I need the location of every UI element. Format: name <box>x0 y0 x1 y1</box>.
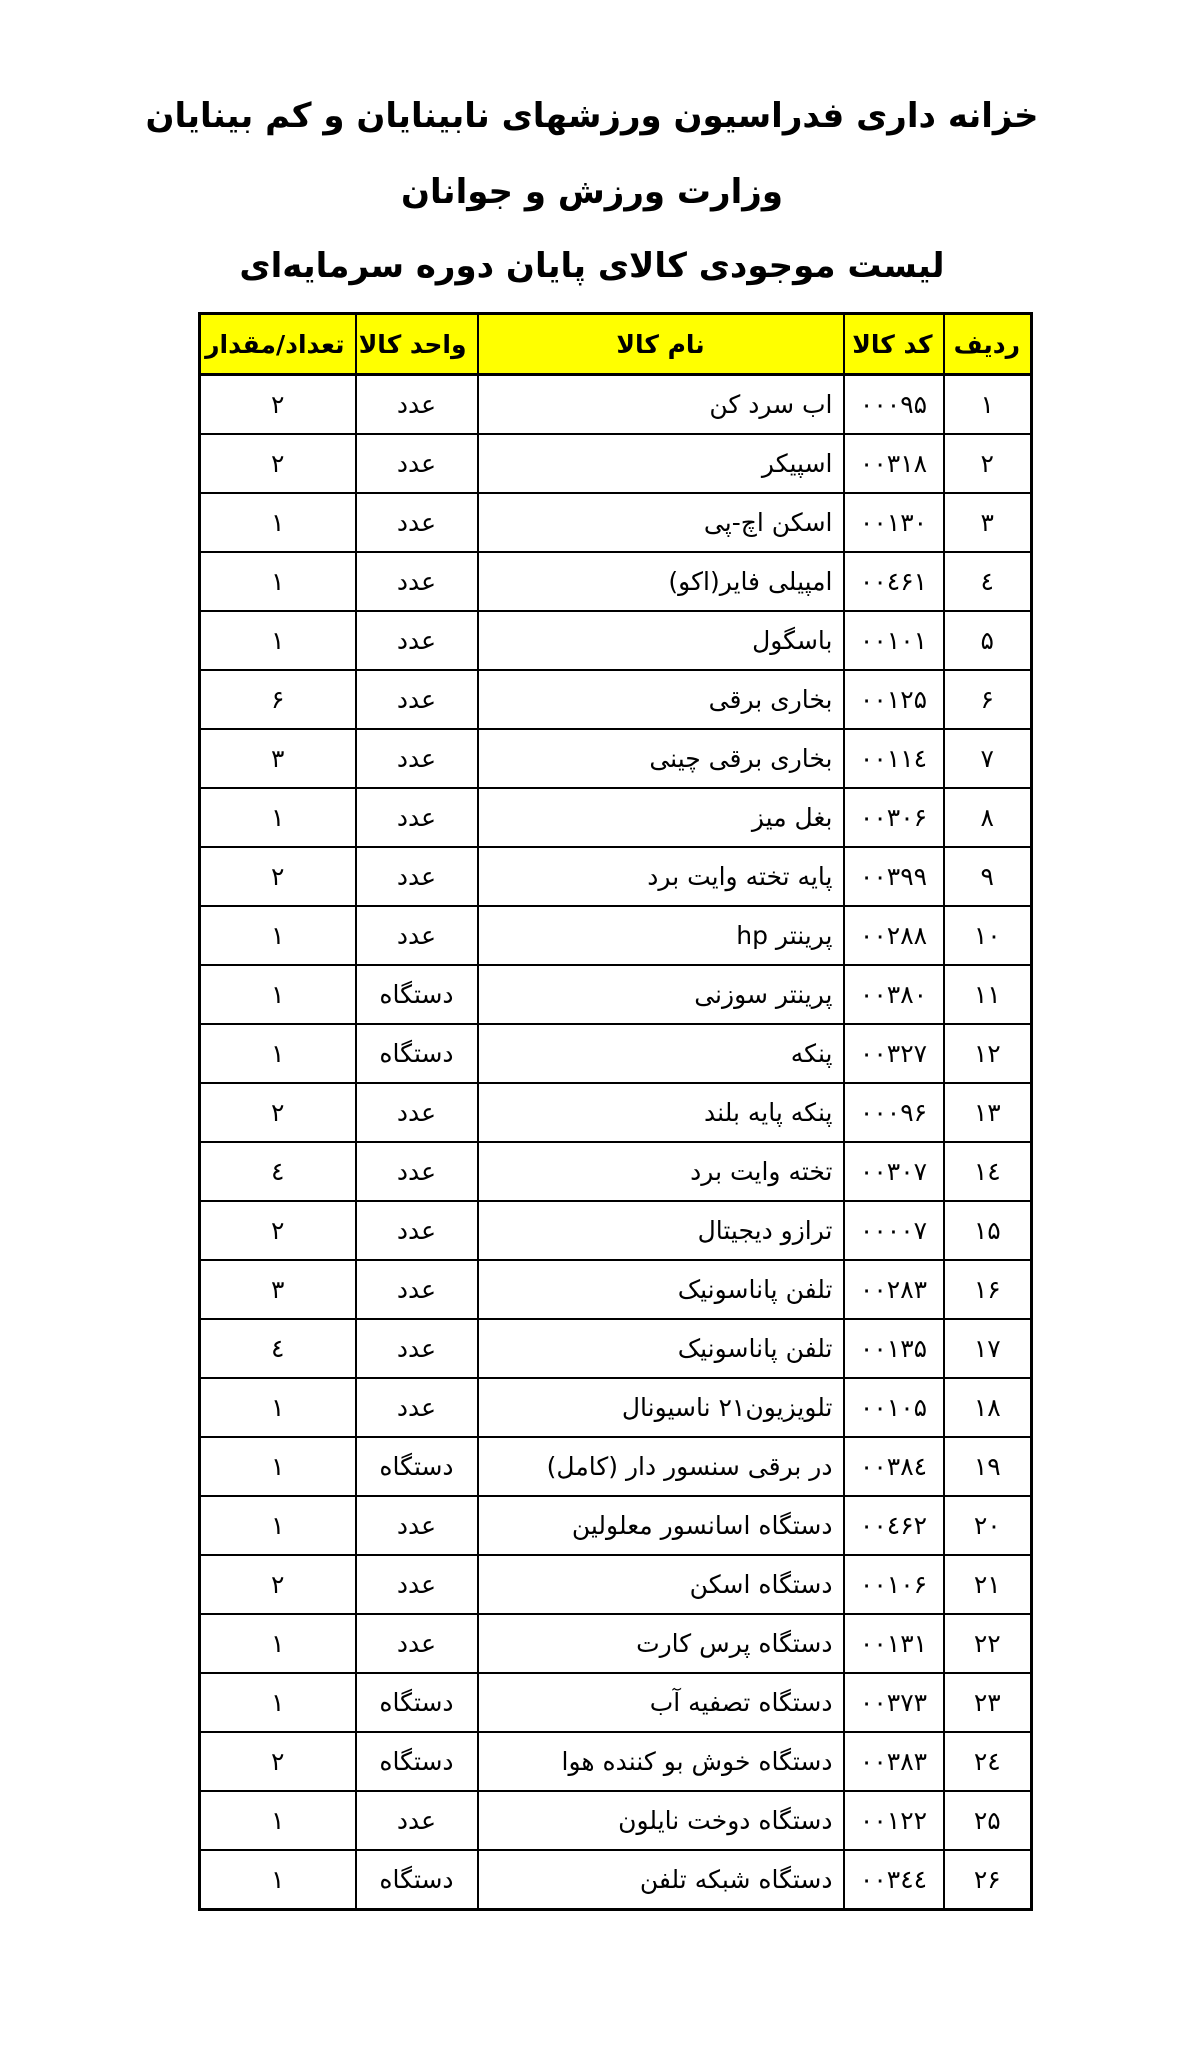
unit-cell: عدد <box>356 788 478 847</box>
row-number-cell: ۱۷ <box>944 1319 1032 1378</box>
unit-cell: عدد <box>356 1614 478 1673</box>
table-row <box>200 1614 1032 1673</box>
quantity-cell: ٤ <box>200 1319 356 1378</box>
item-code-cell: ۰۰۲۸۳ <box>844 1260 944 1319</box>
row-number-cell: ۲۰ <box>944 1496 1032 1555</box>
quantity-cell: ۲ <box>200 1083 356 1142</box>
item-code-cell: ۰۰٤۶۱ <box>844 552 944 611</box>
item-name-cell: تخته وایت برد <box>478 1142 844 1201</box>
table-row <box>200 1142 1032 1201</box>
item-code-cell: ۰۰۱۳۵ <box>844 1319 944 1378</box>
row-number-cell: ۱۳ <box>944 1083 1032 1142</box>
table-row <box>200 906 1032 965</box>
item-name-cell: پرینتر hp <box>478 906 844 965</box>
item-name-cell: تلفن پاناسونیک <box>478 1319 844 1378</box>
unit-cell: عدد <box>356 1083 478 1142</box>
item-code-cell: ۰۰۱۱٤ <box>844 729 944 788</box>
table-row <box>200 611 1032 670</box>
table-row <box>200 375 1032 435</box>
unit-cell: عدد <box>356 552 478 611</box>
table-row <box>200 1319 1032 1378</box>
quantity-cell: ۲ <box>200 375 356 435</box>
item-name-cell: پرینتر سوزنی <box>478 965 844 1024</box>
quantity-cell: ۱ <box>200 1850 356 1910</box>
item-name-cell: دستگاه پرس کارت <box>478 1614 844 1673</box>
row-number-cell: ۱۲ <box>944 1024 1032 1083</box>
unit-cell: عدد <box>356 434 478 493</box>
unit-cell: دستگاه <box>356 1437 478 1496</box>
list-title: لیست موجودی کالای پایان دوره سرمایه‌ای <box>239 246 945 286</box>
quantity-cell: ۱ <box>200 493 356 552</box>
item-code-cell: ۰۰۰۰۷ <box>844 1201 944 1260</box>
table-row <box>200 1555 1032 1614</box>
item-code-cell: ۰۰۳۰۶ <box>844 788 944 847</box>
item-name-cell: در برقی سنسور دار (کامل) <box>478 1437 844 1496</box>
row-number-cell: ۱۸ <box>944 1378 1032 1437</box>
quantity-cell: ۱ <box>200 1614 356 1673</box>
quantity-cell: ۱ <box>200 788 356 847</box>
unit-cell: عدد <box>356 1201 478 1260</box>
unit-cell: عدد <box>356 1496 478 1555</box>
item-code-cell: ۰۰۳۸۳ <box>844 1732 944 1791</box>
quantity-cell: ۱ <box>200 1437 356 1496</box>
item-code-cell: ۰۰۱۳۱ <box>844 1614 944 1673</box>
quantity-cell: ۱ <box>200 1024 356 1083</box>
item-code-cell: ۰۰۰۹۵ <box>844 375 944 435</box>
quantity-cell: ٤ <box>200 1142 356 1201</box>
row-number-cell: ۷ <box>944 729 1032 788</box>
unit-cell: عدد <box>356 1378 478 1437</box>
unit-cell: عدد <box>356 375 478 435</box>
row-number-cell: ۱۰ <box>944 906 1032 965</box>
quantity-cell: ۳ <box>200 1260 356 1319</box>
quantity-cell: ۲ <box>200 434 356 493</box>
table-row <box>200 847 1032 906</box>
row-number-cell: ۲ <box>944 434 1032 493</box>
item-name-cell: اب سرد کن <box>478 375 844 435</box>
item-code-cell: ۰۰۱۳۰ <box>844 493 944 552</box>
item-name-cell: پایه تخته وایت برد <box>478 847 844 906</box>
table-row <box>200 1850 1032 1910</box>
item-name-cell: اسکن اچ-پی <box>478 493 844 552</box>
table-row <box>200 1201 1032 1260</box>
item-name-cell: بخاری برقی چینی <box>478 729 844 788</box>
item-name-cell: بخاری برقی <box>478 670 844 729</box>
item-name-cell: دستگاه دوخت نایلون <box>478 1791 844 1850</box>
row-number-cell: ۱۱ <box>944 965 1032 1024</box>
unit-cell: عدد <box>356 729 478 788</box>
table-row <box>200 670 1032 729</box>
row-number-cell: ۲٤ <box>944 1732 1032 1791</box>
unit-cell: دستگاه <box>356 1673 478 1732</box>
row-number-cell: ۲۲ <box>944 1614 1032 1673</box>
item-code-cell: ۰۰۳۱۸ <box>844 434 944 493</box>
item-name-cell: بغل میز <box>478 788 844 847</box>
quantity-cell: ۱ <box>200 1791 356 1850</box>
table-row <box>200 788 1032 847</box>
item-code-cell: ۰۰۳۰۷ <box>844 1142 944 1201</box>
table-row <box>200 1083 1032 1142</box>
unit-cell: عدد <box>356 611 478 670</box>
quantity-cell: ۱ <box>200 906 356 965</box>
table-row <box>200 1024 1032 1083</box>
item-name-cell: دستگاه تصفیه آب <box>478 1673 844 1732</box>
row-number-cell: ٤ <box>944 552 1032 611</box>
item-code-cell: ۰۰۳۷۳ <box>844 1673 944 1732</box>
item-name-cell: دستگاه اسکن <box>478 1555 844 1614</box>
table-row <box>200 434 1032 493</box>
item-name-cell: پنکه <box>478 1024 844 1083</box>
row-number-cell: ۲۳ <box>944 1673 1032 1732</box>
unit-cell: دستگاه <box>356 1732 478 1791</box>
item-code-cell: ۰۰۱۰۶ <box>844 1555 944 1614</box>
unit-cell: عدد <box>356 1142 478 1201</box>
quantity-cell: ۱ <box>200 1378 356 1437</box>
header-item-name: نام کالا <box>478 314 844 375</box>
item-name-cell: تلفن پاناسونیک <box>478 1260 844 1319</box>
quantity-cell: ۱ <box>200 1673 356 1732</box>
unit-cell: عدد <box>356 1791 478 1850</box>
header-item-code: کد کالا <box>844 314 944 375</box>
table-row <box>200 552 1032 611</box>
table-row <box>200 1260 1032 1319</box>
item-code-cell: ۰۰۲۸۸ <box>844 906 944 965</box>
table-header-row <box>200 314 1032 375</box>
row-number-cell: ۲۶ <box>944 1850 1032 1910</box>
header-unit: واحد کالا <box>356 314 478 375</box>
item-name-cell: ترازو دیجیتال <box>478 1201 844 1260</box>
row-number-cell: ۱ <box>944 375 1032 435</box>
ministry-title: وزارت ورزش و جوانان <box>401 172 783 212</box>
quantity-cell: ۲ <box>200 1201 356 1260</box>
item-name-cell: امپیلی فایر(اکو) <box>478 552 844 611</box>
inventory-table <box>198 312 1033 1911</box>
item-code-cell: ۰۰۳٤٤ <box>844 1850 944 1910</box>
header-row-number: ردیف <box>944 314 1032 375</box>
table-row <box>200 493 1032 552</box>
item-name-cell: دستگاه شبکه تلفن <box>478 1850 844 1910</box>
quantity-cell: ۲ <box>200 1555 356 1614</box>
item-code-cell: ۰۰۳۹۹ <box>844 847 944 906</box>
item-code-cell: ۰۰٤۶۲ <box>844 1496 944 1555</box>
quantity-cell: ۲ <box>200 1732 356 1791</box>
quantity-cell: ۱ <box>200 552 356 611</box>
row-number-cell: ۶ <box>944 670 1032 729</box>
header-quantity: تعداد/مقدار <box>200 314 356 375</box>
table-row <box>200 1732 1032 1791</box>
quantity-cell: ۲ <box>200 847 356 906</box>
row-number-cell: ۱٤ <box>944 1142 1032 1201</box>
unit-cell: عدد <box>356 906 478 965</box>
unit-cell: دستگاه <box>356 1850 478 1910</box>
unit-cell: عدد <box>356 670 478 729</box>
quantity-cell: ۳ <box>200 729 356 788</box>
item-code-cell: ۰۰۰۹۶ <box>844 1083 944 1142</box>
row-number-cell: ۱۵ <box>944 1201 1032 1260</box>
table-row <box>200 1437 1032 1496</box>
table-row <box>200 1791 1032 1850</box>
item-name-cell: دستگاه خوش بو کننده هوا <box>478 1732 844 1791</box>
document-title: خزانه داری فدراسیون ورزشهای نابینایان و کم بینایان <box>145 96 1039 136</box>
quantity-cell: ۱ <box>200 1496 356 1555</box>
quantity-cell: ۱ <box>200 611 356 670</box>
item-code-cell: ۰۰۳۸۰ <box>844 965 944 1024</box>
item-code-cell: ۰۰۱۲۵ <box>844 670 944 729</box>
item-code-cell: ۰۰۳۸٤ <box>844 1437 944 1496</box>
unit-cell: عدد <box>356 493 478 552</box>
table-row <box>200 1673 1032 1732</box>
table-row <box>200 1378 1032 1437</box>
unit-cell: عدد <box>356 1555 478 1614</box>
table-row <box>200 729 1032 788</box>
row-number-cell: ۲۱ <box>944 1555 1032 1614</box>
item-name-cell: اسپیکر <box>478 434 844 493</box>
unit-cell: دستگاه <box>356 1024 478 1083</box>
item-code-cell: ۰۰۱۰۱ <box>844 611 944 670</box>
unit-cell: دستگاه <box>356 965 478 1024</box>
unit-cell: عدد <box>356 1260 478 1319</box>
row-number-cell: ۱۶ <box>944 1260 1032 1319</box>
item-name-cell: دستگاه اسانسور معلولین <box>478 1496 844 1555</box>
unit-cell: عدد <box>356 847 478 906</box>
unit-cell: عدد <box>356 1319 478 1378</box>
quantity-cell: ۱ <box>200 965 356 1024</box>
item-code-cell: ۰۰۱۰۵ <box>844 1378 944 1437</box>
row-number-cell: ۸ <box>944 788 1032 847</box>
row-number-cell: ۵ <box>944 611 1032 670</box>
item-name-cell: پنکه پایه بلند <box>478 1083 844 1142</box>
row-number-cell: ۱۹ <box>944 1437 1032 1496</box>
row-number-cell: ۲۵ <box>944 1791 1032 1850</box>
table-row <box>200 965 1032 1024</box>
item-code-cell: ۰۰۳۲۷ <box>844 1024 944 1083</box>
item-name-cell: باسگول <box>478 611 844 670</box>
item-name-cell: تلویزیون۲۱ ناسیونال <box>478 1378 844 1437</box>
item-code-cell: ۰۰۱۲۲ <box>844 1791 944 1850</box>
quantity-cell: ۶ <box>200 670 356 729</box>
table-row <box>200 1496 1032 1555</box>
row-number-cell: ۹ <box>944 847 1032 906</box>
row-number-cell: ۳ <box>944 493 1032 552</box>
